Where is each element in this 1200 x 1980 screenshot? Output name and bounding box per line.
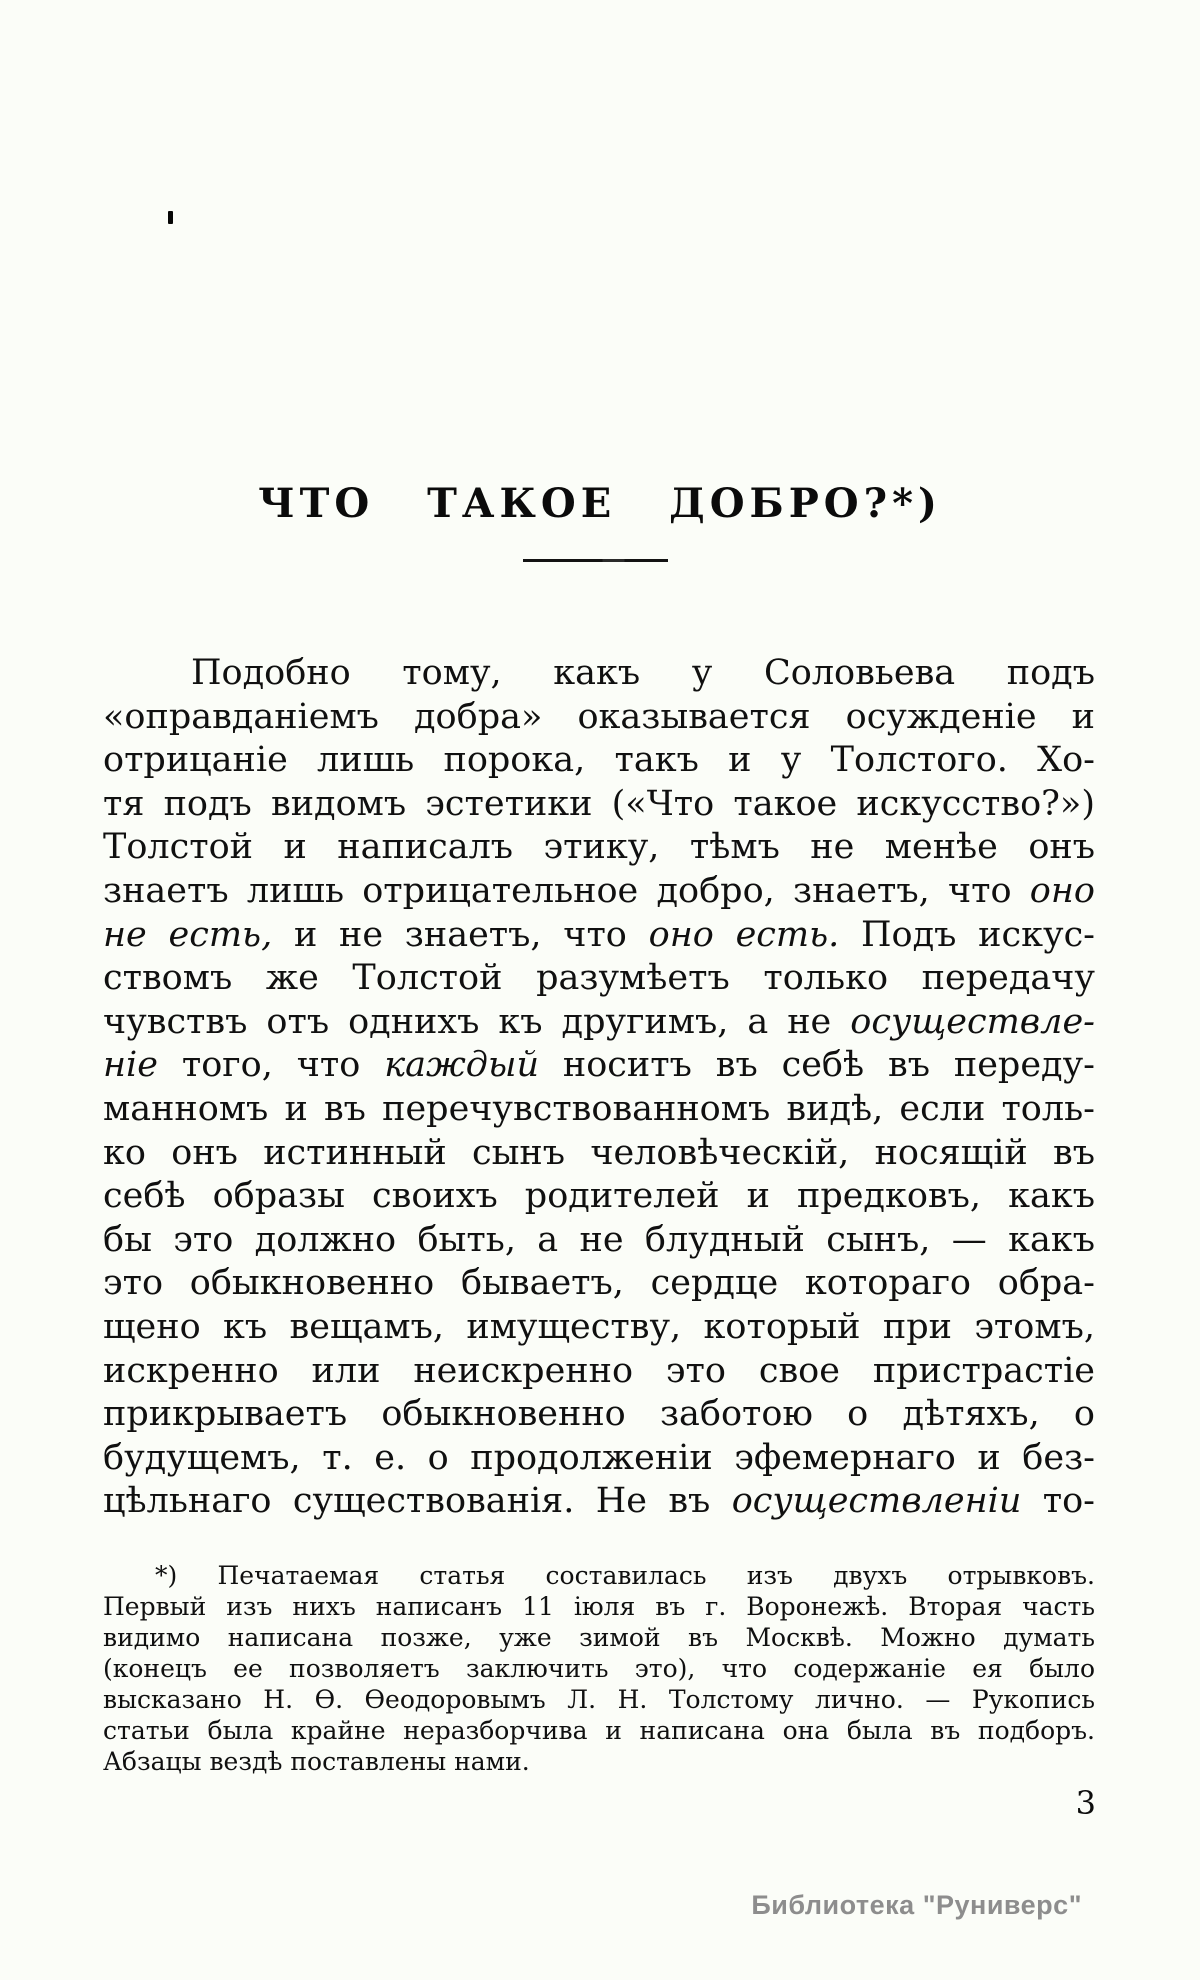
body-line: искренно или неискренно это свое пристрастіе	[103, 1350, 1095, 1391]
footnote-line: видимо написана позже, уже зимой въ Москвѣ. Можно думать	[103, 1623, 1095, 1652]
body-line: манномъ и въ перечувствованномъ видѣ, если толь-	[103, 1088, 1095, 1129]
page-title: ЧТО ТАКОЕ ДОБРО?*)	[258, 480, 942, 527]
body-line: не есть, и не знаетъ, что оно есть. Подъ искус-	[103, 914, 1095, 955]
body-line: «оправданіемъ добра» оказывается осужденіе и	[103, 696, 1095, 737]
body-line: ко онъ истинный сынъ человѣческій, носящій въ	[103, 1132, 1095, 1173]
footnote	[103, 1560, 1095, 1777]
footnote-line: (конецъ ее позволяетъ заключить это), что содержаніе ея было	[103, 1654, 1095, 1683]
footnote-line: Абзацы вездѣ поставлены нами.	[103, 1747, 530, 1776]
body-line: знаетъ лишь отрицательное добро, знаетъ, что оно	[103, 870, 1095, 911]
body-line: это обыкновенно бываетъ, сердце котораго обра-	[103, 1263, 1095, 1304]
body-line: ніе того, что каждый носитъ въ себѣ въ переду-	[103, 1045, 1096, 1086]
body-line: отрицаніе лишь порока, такъ и у Толстого. Хо-	[103, 740, 1095, 781]
page-number: 3	[1075, 1784, 1096, 1822]
footnote-line: *) Печатаемая статья составилась изъ двухъ отрывковъ.	[155, 1561, 1095, 1590]
body-text	[103, 652, 1095, 1524]
body-line: Подобно тому, какъ у Соловьева подъ	[191, 653, 1095, 693]
body-line: Толстой и написалъ этику, тѣмъ не менѣе онъ	[103, 827, 1095, 868]
footnote-line: статьи была крайне неразборчива и написана она была въ подборъ.	[103, 1716, 1095, 1745]
body-line: бы это должно быть, а не блудный сынъ, — какъ	[103, 1219, 1095, 1260]
body-line: тя подъ видомъ эстетики («Что такое искусство?»)	[103, 783, 1095, 824]
body-line: щено къ вещамъ, имуществу, который при этомъ,	[103, 1306, 1095, 1347]
body-line: ствомъ же Толстой разумѣетъ только передачу	[103, 958, 1095, 999]
body-line: цѣльнаго существованія. Не въ осуществленіи то-	[103, 1481, 1096, 1522]
footnote-line: высказано Н. Ѳ. Ѳеодоровымъ Л. Н. Толстому лично. — Рукопись	[103, 1685, 1095, 1714]
title-divider-rule	[523, 559, 668, 562]
body-line: будущемъ, т. е. о продолженіи эфемернаго и без-	[103, 1437, 1095, 1478]
ink-speck	[168, 211, 173, 224]
library-watermark: Библиотека "Руниверс"	[751, 1890, 1082, 1920]
body-line: чувствъ отъ однихъ къ другимъ, а не осуществле-	[103, 1001, 1095, 1042]
body-line: прикрываетъ обыкновенно заботою о дѣтяхъ, о	[103, 1394, 1095, 1435]
footnote-line: Первый изъ нихъ написанъ 11 іюля въ г. Воронежѣ. Вторая часть	[103, 1592, 1095, 1621]
body-line: себѣ образы своихъ родителей и предковъ, какъ	[103, 1176, 1095, 1217]
